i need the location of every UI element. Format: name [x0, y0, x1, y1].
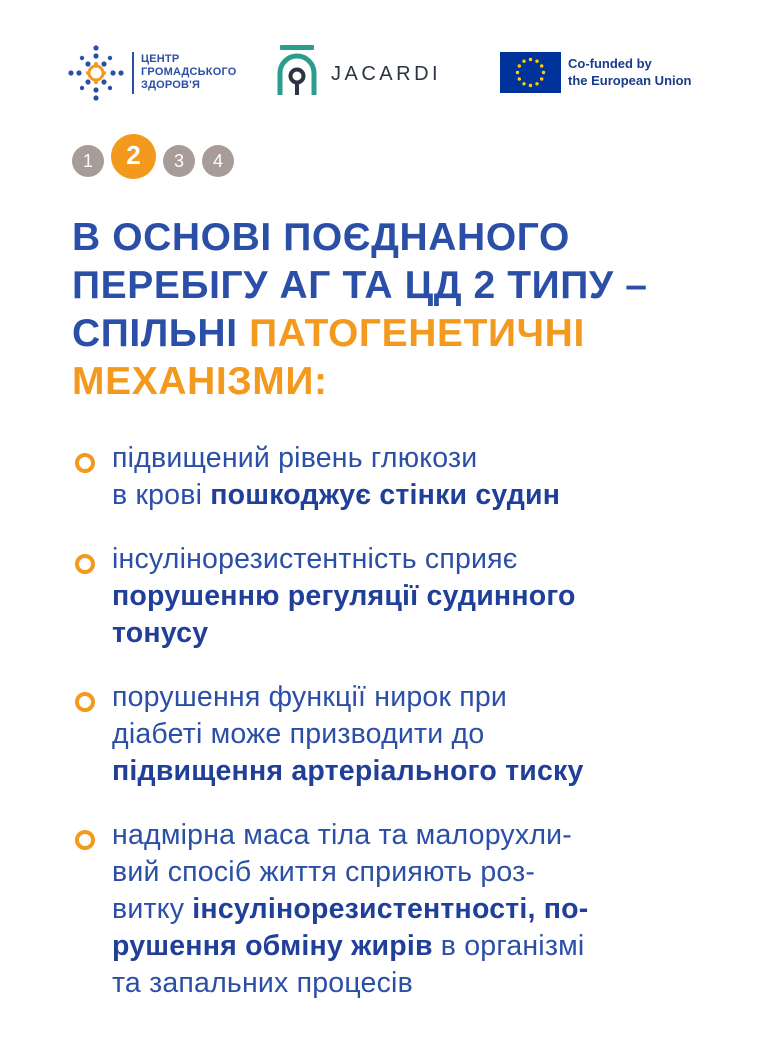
step-4: 4: [202, 145, 234, 177]
list-item: [72, 679, 722, 790]
bullet-circle-icon: [75, 692, 95, 712]
text-line: порушення функції нирок при: [112, 681, 508, 713]
list-item-text: [112, 541, 722, 652]
text-line: [112, 477, 722, 514]
title-highlight: ПАТОГЕНЕТИЧНІ: [249, 312, 585, 355]
page-title: [72, 214, 752, 406]
logo-divider: [132, 52, 134, 94]
step-3: 3: [163, 145, 195, 177]
phc-logo-line: ГРОМАДСЬКОГО: [141, 66, 237, 78]
text-bold: тонусу: [112, 617, 209, 649]
text-line: [112, 753, 722, 790]
list-item: [72, 440, 722, 514]
title-highlight: МЕХАНІЗМИ:: [72, 360, 328, 403]
dots-circle-logo-icon: [66, 44, 126, 102]
text-bold: підвищення артеріального тиску: [112, 755, 584, 787]
eu-text-line: the European Union: [568, 73, 692, 88]
bullet-circle-icon: [75, 830, 95, 850]
phc-logo-line: ЗДОРОВ'Я: [141, 79, 201, 91]
text-line: надмірна маса тіла та малорухли-: [112, 819, 572, 851]
eu-cofunded-text: [568, 55, 692, 89]
text-line: [112, 891, 722, 928]
text-bold: пошкоджує стінки судин: [210, 479, 561, 511]
title-line: В ОСНОВІ ПОЄДНАНОГО: [72, 216, 570, 259]
header: [0, 0, 768, 140]
step-indicator: [72, 134, 252, 178]
text-plain: в крові: [112, 479, 211, 511]
text-line: підвищений рівень глюкози: [112, 442, 478, 474]
title-line: ПЕРЕБІГУ АГ ТА ЦД 2 ТИПУ –: [72, 264, 648, 307]
text-bold: інсулінорезистентності, по-: [192, 893, 589, 925]
step-1: 1: [72, 145, 104, 177]
mechanisms-list: [72, 440, 722, 1029]
text-line: [112, 928, 722, 965]
text-plain: в організмі: [432, 930, 585, 962]
text-plain: витку: [112, 893, 193, 925]
text-bold: рушення обміну жирів: [112, 930, 433, 962]
jacardi-logo-text: JACARDI: [331, 63, 442, 85]
phc-logo-line: ЦЕНТР: [141, 53, 180, 65]
bullet-circle-icon: [75, 453, 95, 473]
title-text: СПІЛЬНІ: [72, 312, 250, 355]
list-item: [72, 817, 722, 1002]
text-bold: порушенню регуляції судинного: [112, 580, 576, 612]
jacardi-arch-logo-icon: [276, 45, 318, 97]
bullet-circle-icon: [75, 554, 95, 574]
eu-flag-icon: [500, 52, 561, 93]
list-item: [72, 541, 722, 652]
eu-text-line: Co-funded by: [568, 56, 652, 71]
text-line: та запальних процесів: [112, 967, 413, 999]
text-line: вий спосіб життя сприяють роз-: [112, 856, 536, 888]
step-2-active: 2: [111, 134, 156, 179]
title-line: [72, 310, 752, 358]
phc-logo-text: [141, 53, 237, 92]
list-item-text: [112, 440, 722, 514]
text-line: діабеті може призводити до: [112, 718, 485, 750]
text-line: [112, 578, 722, 615]
list-item-text: [112, 679, 722, 790]
text-line: інсулінорезистентність сприяє: [112, 543, 518, 575]
list-item-text: [112, 817, 722, 1002]
text-line: [112, 615, 722, 652]
